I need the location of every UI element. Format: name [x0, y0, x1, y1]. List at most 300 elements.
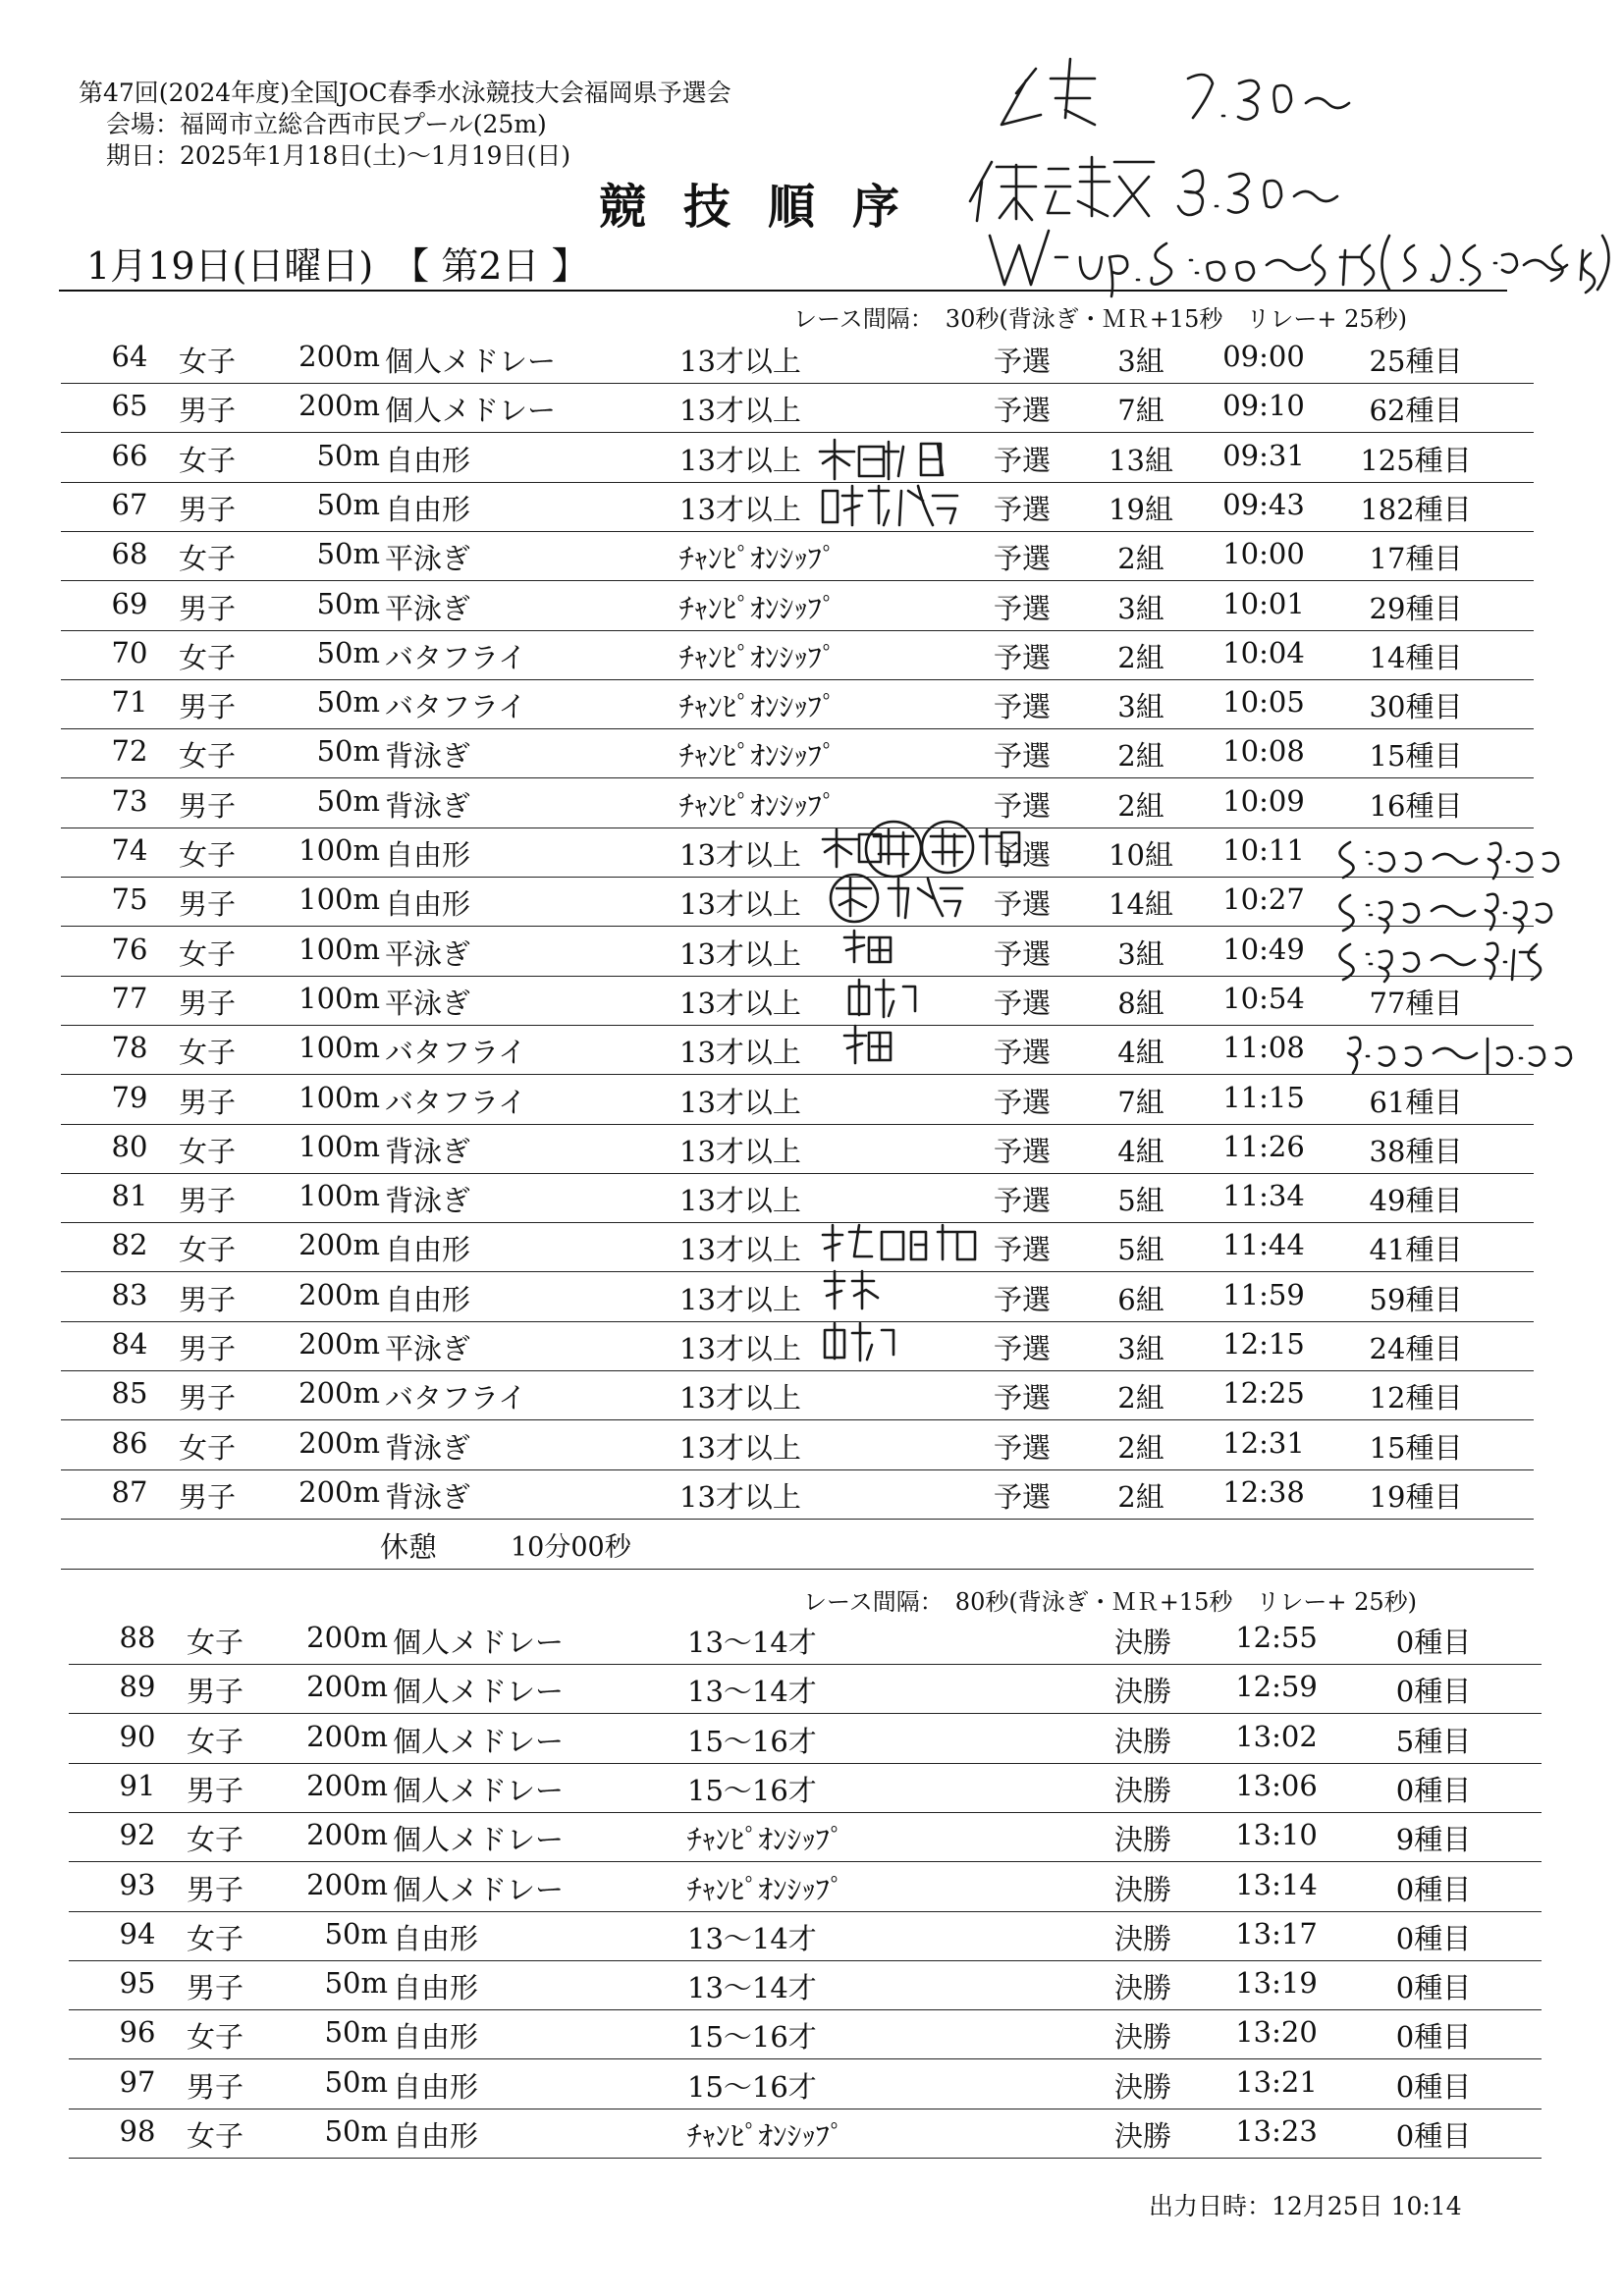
distance-cell: 200m: [306, 1719, 388, 1753]
session1-interval: レース間隔： 30秒(背泳ぎ・ＭＲ+15秒 リレー+ 25秒): [793, 305, 1407, 333]
age-group-cell: 13才以上: [679, 492, 801, 526]
day-label: 1月19日(日曜日) 【 第2日 】: [86, 244, 589, 288]
stroke-cell: 背泳ぎ: [385, 1430, 471, 1465]
distance-cell: 200m: [306, 1621, 388, 1654]
start-time-cell: 13:02: [1235, 1719, 1318, 1753]
event-number: 67: [111, 487, 148, 521]
entry-count-cell: 0種目: [1395, 2119, 1472, 2153]
event-number: 96: [119, 2015, 156, 2050]
stroke-cell: 背泳ぎ: [385, 788, 471, 823]
event-number: 64: [111, 340, 148, 373]
event-number: 71: [111, 685, 148, 720]
round-cell: 決勝: [1114, 1971, 1172, 2005]
stroke-cell: 個人メドレー: [393, 1773, 565, 1807]
start-time-cell: 10:09: [1222, 783, 1305, 818]
entry-count-cell: 0種目: [1395, 2020, 1472, 2055]
entry-count-cell: 61種目: [1369, 1085, 1463, 1119]
table-row: [69, 1911, 1542, 1961]
event-number: 66: [111, 438, 148, 472]
table-row: [69, 1615, 1542, 1665]
age-group-cell: 13才以上: [679, 443, 801, 477]
start-time-cell: 13:21: [1235, 2064, 1318, 2099]
break-duration: 10分00秒: [511, 1532, 631, 1563]
distance-cell: 200m: [298, 1228, 380, 1262]
round-cell: 決勝: [1114, 1626, 1172, 1659]
sex-cell: 女子: [187, 2119, 244, 2153]
start-time-cell: 09:43: [1222, 487, 1305, 521]
age-group-cell: ﾁｬﾝﾋﾟｵﾝｼｯﾌﾟ: [679, 690, 837, 724]
start-time-cell: 09:00: [1222, 340, 1305, 373]
event-number: 80: [111, 1129, 148, 1163]
heat-count-cell: 4組: [1117, 1036, 1164, 1070]
start-time-cell: 12:55: [1235, 1621, 1318, 1654]
round-cell: 決勝: [1114, 2020, 1172, 2055]
round-cell: 予選: [994, 986, 1052, 1020]
round-cell: 決勝: [1114, 2119, 1172, 2153]
stroke-cell: 背泳ぎ: [385, 1134, 471, 1168]
event-number: 86: [111, 1425, 148, 1460]
distance-cell: 200m: [298, 1376, 380, 1411]
entry-count-cell: 25種目: [1369, 345, 1463, 378]
age-group-cell: 13才以上: [679, 1184, 801, 1218]
table-row: [61, 1075, 1534, 1125]
entry-count-cell: 0種目: [1395, 2069, 1472, 2104]
sex-cell: 男子: [179, 1332, 237, 1365]
round-cell: 予選: [994, 739, 1052, 774]
age-group-cell: ﾁｬﾝﾋﾟｵﾝｼｯﾌﾟ: [679, 788, 837, 823]
sex-cell: 女子: [179, 640, 237, 674]
heat-count-cell: 2組: [1117, 788, 1164, 823]
start-time-cell: 10:04: [1222, 635, 1305, 669]
age-group-cell: 15～16才: [687, 1724, 817, 1758]
heat-count-cell: 3組: [1117, 936, 1164, 971]
distance-cell: 100m: [298, 981, 380, 1015]
table-row: [61, 531, 1534, 581]
sex-cell: 男子: [179, 1381, 237, 1415]
entry-count-cell: 0種目: [1395, 1921, 1472, 1955]
start-time-cell: 12:25: [1222, 1376, 1305, 1411]
event-number: 65: [111, 389, 148, 423]
start-time-cell: 12:38: [1222, 1474, 1305, 1509]
distance-cell: 50m: [316, 783, 380, 818]
round-cell: 予選: [994, 936, 1052, 971]
entry-count-cell: 0種目: [1395, 1626, 1472, 1659]
start-time-cell: 10:54: [1222, 981, 1305, 1015]
table-row: [69, 2059, 1542, 2109]
event-number: 83: [111, 1277, 148, 1311]
start-time-cell: 13:19: [1235, 1966, 1318, 2001]
round-cell: 予選: [994, 394, 1052, 428]
heat-count-cell: 4組: [1117, 1134, 1164, 1168]
entry-count-cell: 19種目: [1369, 1479, 1463, 1514]
entry-count-cell: 182種目: [1360, 492, 1472, 526]
table-row: [61, 1272, 1534, 1322]
sex-cell: 女子: [179, 1036, 237, 1070]
round-cell: 予選: [994, 345, 1052, 378]
sex-cell: 女子: [179, 936, 237, 971]
distance-cell: 200m: [306, 1818, 388, 1852]
sex-cell: 男子: [179, 492, 237, 526]
age-group-cell: 13才以上: [679, 394, 801, 428]
sex-cell: 男子: [179, 591, 237, 625]
round-cell: 予選: [994, 1036, 1052, 1070]
entry-count-cell: 15種目: [1369, 1430, 1463, 1465]
entry-count-cell: 77種目: [1369, 986, 1463, 1020]
heat-count-cell: 2組: [1117, 1430, 1164, 1465]
table-row: [61, 383, 1534, 433]
table-row: [61, 1469, 1534, 1520]
heat-count-cell: 2組: [1117, 1479, 1164, 1514]
entry-count-cell: 14種目: [1369, 640, 1463, 674]
event-number: 88: [119, 1621, 156, 1654]
age-group-cell: 13才以上: [679, 838, 801, 872]
heat-count-cell: 8組: [1117, 986, 1164, 1020]
table-row: [69, 1862, 1542, 1912]
distance-cell: 200m: [298, 1277, 380, 1311]
stroke-cell: 個人メドレー: [393, 1872, 565, 1906]
header-divider: [59, 290, 1507, 292]
distance-cell: 100m: [298, 932, 380, 966]
round-cell: 決勝: [1114, 1675, 1172, 1709]
entry-count-cell: 9種目: [1395, 1823, 1472, 1857]
distance-cell: 50m: [316, 685, 380, 720]
event-number: 92: [119, 1818, 156, 1852]
event-number: 69: [111, 586, 148, 620]
stroke-cell: 自由形: [385, 443, 471, 477]
event-title: 第47回(2024年度)全国JOC春季水泳競技大会福岡県予選会: [79, 79, 731, 107]
round-cell: 予選: [994, 690, 1052, 724]
heat-count-cell: 2組: [1117, 640, 1164, 674]
start-time-cell: 11:44: [1222, 1228, 1305, 1262]
start-time-cell: 13:23: [1235, 2114, 1318, 2148]
event-number: 68: [111, 537, 148, 571]
table-row: [61, 976, 1534, 1026]
age-group-cell: ﾁｬﾝﾋﾟｵﾝｼｯﾌﾟ: [679, 640, 837, 674]
sex-cell: 男子: [187, 1773, 244, 1807]
stroke-cell: バタフライ: [385, 690, 527, 724]
distance-cell: 50m: [324, 1966, 388, 2001]
distance-cell: 50m: [316, 487, 380, 521]
distance-cell: 200m: [298, 1327, 380, 1361]
round-cell: 予選: [994, 542, 1052, 576]
event-number: 72: [111, 734, 148, 769]
entry-count-cell: 62種目: [1369, 394, 1463, 428]
distance-cell: 200m: [298, 1474, 380, 1509]
table-row: [69, 1714, 1542, 1764]
table-row: [61, 482, 1534, 532]
age-group-cell: 13才以上: [679, 1085, 801, 1119]
start-time-cell: 10:05: [1222, 685, 1305, 720]
stroke-cell: 平泳ぎ: [385, 542, 471, 576]
stroke-cell: 平泳ぎ: [385, 936, 471, 971]
sex-cell: 男子: [179, 1085, 237, 1119]
round-cell: 予選: [994, 492, 1052, 526]
table-row: [61, 728, 1534, 778]
distance-cell: 200m: [306, 1867, 388, 1901]
stroke-cell: 自由形: [393, 2119, 479, 2153]
date-line: 期日：2025年1月18日(土)～1月19日(日): [106, 141, 571, 170]
round-cell: 決勝: [1114, 1921, 1172, 1955]
stroke-cell: 背泳ぎ: [385, 1479, 471, 1514]
age-group-cell: 13～14才: [687, 1626, 817, 1659]
distance-cell: 100m: [298, 833, 380, 867]
handwritten-warmup-time: [990, 231, 1608, 296]
stroke-cell: 個人メドレー: [385, 394, 557, 428]
sex-cell: 男子: [179, 1184, 237, 1218]
start-time-cell: 10:00: [1222, 537, 1305, 571]
sex-cell: 男子: [187, 1675, 244, 1709]
round-cell: 決勝: [1114, 1823, 1172, 1857]
sex-cell: 男子: [179, 986, 237, 1020]
event-number: 76: [111, 932, 148, 966]
table-row: [61, 1222, 1534, 1272]
stroke-cell: 平泳ぎ: [385, 986, 471, 1020]
page-title: 競技順序: [599, 180, 938, 235]
event-number: 94: [119, 1916, 156, 1950]
age-group-cell: 13～14才: [687, 1675, 817, 1709]
entry-count-cell: 38種目: [1369, 1134, 1463, 1168]
round-cell: 予選: [994, 1134, 1052, 1168]
sex-cell: 男子: [179, 788, 237, 823]
age-group-cell: 13才以上: [679, 345, 801, 378]
heat-count-cell: 2組: [1117, 739, 1164, 774]
entry-count-cell: 29種目: [1369, 591, 1463, 625]
sex-cell: 女子: [179, 1233, 237, 1267]
heat-count-cell: 5組: [1117, 1184, 1164, 1218]
table-row: [61, 433, 1534, 483]
start-time-cell: 13:20: [1235, 2015, 1318, 2050]
table-row: [69, 2109, 1542, 2159]
entry-count-cell: 59種目: [1369, 1282, 1463, 1316]
age-group-cell: 13才以上: [679, 1134, 801, 1168]
event-number: 84: [111, 1327, 148, 1361]
round-cell: 決勝: [1114, 2069, 1172, 2104]
distance-cell: 200m: [298, 340, 380, 373]
distance-cell: 100m: [298, 1129, 380, 1163]
table-row: [69, 1812, 1542, 1862]
round-cell: 予選: [994, 591, 1052, 625]
heat-count-cell: 3組: [1117, 345, 1164, 378]
event-number: 98: [119, 2114, 156, 2148]
stroke-cell: 自由形: [385, 1282, 471, 1316]
stroke-cell: 背泳ぎ: [385, 1184, 471, 1218]
distance-cell: 50m: [316, 586, 380, 620]
table-row: [61, 1321, 1534, 1371]
entry-count-cell: 0種目: [1395, 1675, 1472, 1709]
sex-cell: 男子: [187, 1872, 244, 1906]
entry-count-cell: 0種目: [1395, 1773, 1472, 1807]
sex-cell: 女子: [187, 1724, 244, 1758]
start-time-cell: 11:34: [1222, 1179, 1305, 1213]
event-number: 79: [111, 1080, 148, 1114]
sex-cell: 女子: [179, 739, 237, 774]
stroke-cell: 平泳ぎ: [385, 1332, 471, 1365]
heat-count-cell: 10組: [1109, 838, 1173, 872]
table-row: [61, 828, 1534, 878]
round-cell: 予選: [994, 1233, 1052, 1267]
age-group-cell: ﾁｬﾝﾋﾟｵﾝｼｯﾌﾟ: [679, 591, 837, 625]
printed-timestamp: 出力日時：12月25日 10:14: [1149, 2192, 1462, 2220]
entry-count-cell: 30種目: [1369, 690, 1463, 724]
distance-cell: 50m: [324, 2114, 388, 2148]
start-time-cell: 10:08: [1222, 734, 1305, 769]
distance-cell: 50m: [316, 537, 380, 571]
sex-cell: 女子: [179, 1430, 237, 1465]
start-time-cell: 11:15: [1222, 1080, 1305, 1114]
event-number: 87: [111, 1474, 148, 1509]
age-group-cell: ﾁｬﾝﾋﾟｵﾝｼｯﾌﾟ: [687, 2119, 844, 2153]
distance-cell: 100m: [298, 1179, 380, 1213]
entry-count-cell: 17種目: [1369, 542, 1463, 576]
heat-count-cell: 13組: [1109, 443, 1173, 477]
distance-cell: 50m: [316, 734, 380, 769]
age-group-cell: 13才以上: [679, 1036, 801, 1070]
round-cell: 決勝: [1114, 1773, 1172, 1807]
event-number: 90: [119, 1719, 156, 1753]
table-row: [61, 877, 1534, 927]
table-row: [61, 778, 1534, 828]
distance-cell: 200m: [298, 1425, 380, 1460]
stroke-cell: 自由形: [393, 1921, 479, 1955]
stroke-cell: 個人メドレー: [393, 1724, 565, 1758]
entry-count-cell: 24種目: [1369, 1332, 1463, 1365]
round-cell: 予選: [994, 1479, 1052, 1514]
distance-cell: 50m: [324, 2015, 388, 2050]
distance-cell: 50m: [316, 438, 380, 472]
sex-cell: 男子: [179, 1282, 237, 1316]
table-row: [69, 1960, 1542, 2010]
sex-cell: 男子: [179, 1479, 237, 1514]
start-time-cell: 12:31: [1222, 1425, 1305, 1460]
round-cell: 予選: [994, 443, 1052, 477]
round-cell: 予選: [994, 1282, 1052, 1316]
heat-count-cell: 3組: [1117, 591, 1164, 625]
sex-cell: 男子: [179, 394, 237, 428]
table-row: [61, 1025, 1534, 1075]
stroke-cell: 個人メドレー: [393, 1675, 565, 1709]
age-group-cell: 15～16才: [687, 2020, 817, 2055]
age-group-cell: 13才以上: [679, 1233, 801, 1267]
table-row: [61, 334, 1534, 384]
handwritten-guardian-time: [970, 157, 1337, 221]
stroke-cell: 平泳ぎ: [385, 591, 471, 625]
distance-cell: 50m: [324, 1916, 388, 1950]
table-row: [61, 1124, 1534, 1174]
sex-cell: 女子: [187, 2020, 244, 2055]
start-time-cell: 13:14: [1235, 1867, 1318, 1901]
table-row: [61, 1173, 1534, 1223]
distance-cell: 100m: [298, 1031, 380, 1065]
sex-cell: 男子: [179, 887, 237, 922]
round-cell: 予選: [994, 1430, 1052, 1465]
age-group-cell: 15～16才: [687, 2069, 817, 2104]
distance-cell: 200m: [298, 389, 380, 423]
age-group-cell: 13～14才: [687, 1921, 817, 1955]
distance-cell: 50m: [324, 2064, 388, 2099]
break-label: 休憩: [380, 1530, 438, 1564]
start-time-cell: 09:10: [1222, 389, 1305, 423]
event-number: 89: [119, 1670, 156, 1704]
table-row: [69, 1664, 1542, 1714]
heat-count-cell: 19組: [1109, 492, 1173, 526]
start-time-cell: 13:10: [1235, 1818, 1318, 1852]
stroke-cell: 個人メドレー: [393, 1626, 565, 1659]
event-number: 78: [111, 1031, 148, 1065]
event-number: 95: [119, 1966, 156, 2001]
event-number: 75: [111, 882, 148, 917]
age-group-cell: ﾁｬﾝﾋﾟｵﾝｼｯﾌﾟ: [679, 739, 837, 774]
start-time-cell: 10:27: [1222, 882, 1305, 917]
stroke-cell: バタフライ: [385, 640, 527, 674]
stroke-cell: 自由形: [393, 2069, 479, 2104]
age-group-cell: ﾁｬﾝﾋﾟｵﾝｼｯﾌﾟ: [687, 1872, 844, 1906]
table-row: [61, 927, 1534, 977]
break-row: [61, 1520, 1534, 1570]
event-number: 77: [111, 981, 148, 1015]
stroke-cell: 背泳ぎ: [385, 739, 471, 774]
sex-cell: 女子: [179, 443, 237, 477]
round-cell: 予選: [994, 838, 1052, 872]
table-row: [61, 581, 1534, 631]
heat-count-cell: 7組: [1117, 1085, 1164, 1119]
heat-count-cell: 14組: [1109, 887, 1173, 922]
stroke-cell: 自由形: [393, 1971, 479, 2005]
heat-count-cell: 2組: [1117, 542, 1164, 576]
entry-count-cell: 49種目: [1369, 1184, 1463, 1218]
sex-cell: 女子: [179, 345, 237, 378]
heat-count-cell: 3組: [1117, 690, 1164, 724]
age-group-cell: 13才以上: [679, 887, 801, 922]
round-cell: 予選: [994, 1184, 1052, 1218]
heat-count-cell: 6組: [1117, 1282, 1164, 1316]
round-cell: 予選: [994, 1332, 1052, 1365]
event-number: 70: [111, 635, 148, 669]
round-cell: 決勝: [1114, 1872, 1172, 1906]
stroke-cell: 自由形: [385, 887, 471, 922]
sex-cell: 男子: [187, 2069, 244, 2104]
round-cell: 予選: [994, 640, 1052, 674]
handwritten-entry-time: [1001, 59, 1349, 125]
entry-count-cell: 0種目: [1395, 1971, 1472, 2005]
age-group-cell: 13才以上: [679, 1479, 801, 1514]
table-row: [61, 1420, 1534, 1470]
venue-line: 会場：福岡市立総合西市民プール(25m): [106, 110, 547, 138]
start-time-cell: 13:06: [1235, 1768, 1318, 1802]
stroke-cell: 自由形: [393, 2020, 479, 2055]
start-time-cell: 10:01: [1222, 586, 1305, 620]
start-time-cell: 09:31: [1222, 438, 1305, 472]
entry-count-cell: 16種目: [1369, 788, 1463, 823]
round-cell: 予選: [994, 887, 1052, 922]
event-number: 82: [111, 1228, 148, 1262]
heat-count-cell: 3組: [1117, 1332, 1164, 1365]
event-number: 73: [111, 783, 148, 818]
age-group-cell: 13才以上: [679, 1430, 801, 1465]
start-time-cell: 12:15: [1222, 1327, 1305, 1361]
stroke-cell: バタフライ: [385, 1036, 527, 1070]
event-number: 74: [111, 833, 148, 867]
distance-cell: 50m: [316, 635, 380, 669]
table-row: [61, 1370, 1534, 1420]
table-row: [61, 679, 1534, 729]
stroke-cell: 自由形: [385, 492, 471, 526]
event-number: 91: [119, 1768, 156, 1802]
distance-cell: 100m: [298, 882, 380, 917]
entry-count-cell: 12種目: [1369, 1381, 1463, 1415]
stroke-cell: バタフライ: [385, 1381, 527, 1415]
sex-cell: 女子: [187, 1626, 244, 1659]
distance-cell: 100m: [298, 1080, 380, 1114]
